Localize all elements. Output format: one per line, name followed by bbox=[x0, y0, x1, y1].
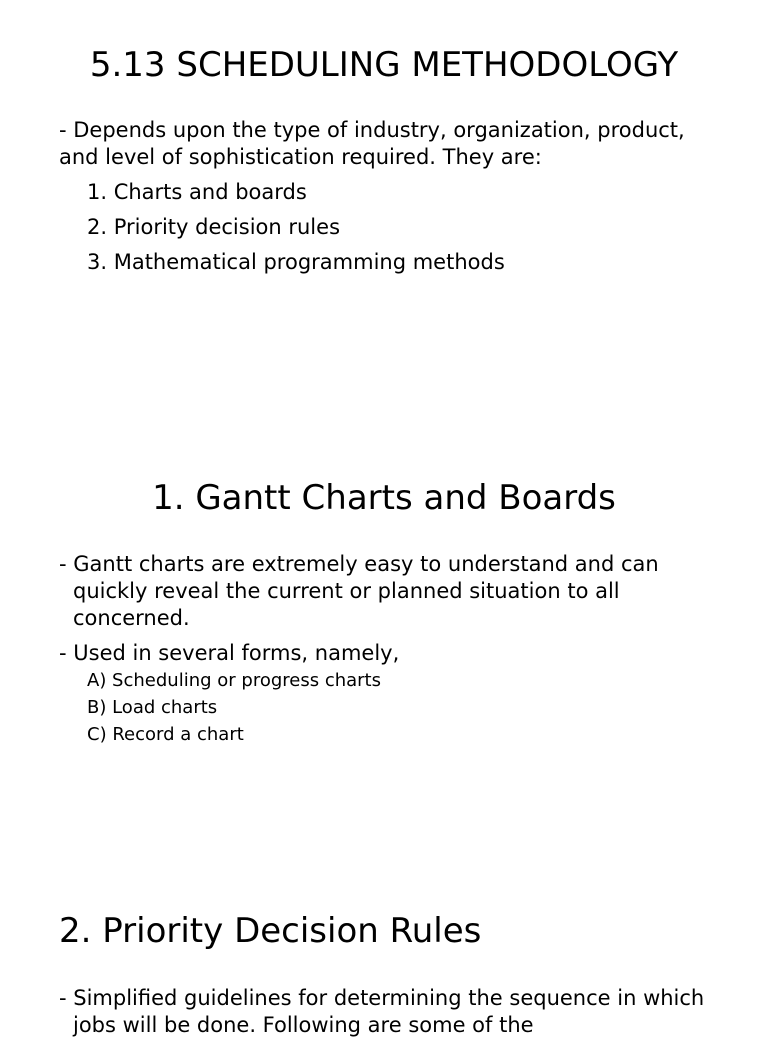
gantt-description: - Gantt charts are extremely easy to understand and can quickly reveal the current or planned situation to all concerned. bbox=[59, 552, 659, 630]
methods-list bbox=[0, 175, 768, 280]
list-item: 3. Mathematical programming methods bbox=[87, 250, 505, 274]
slide-gantt-charts bbox=[0, 478, 768, 748]
slide-title: 1. Gantt Charts and Boards bbox=[152, 478, 616, 518]
slide-title: 5.13 SCHEDULING METHODOLOGY bbox=[89, 45, 679, 85]
rules-description: - Simplified guidelines for determining the sequence in which jobs will be done. Following are some of the bbox=[59, 986, 705, 1037]
list-item: C) Record a chart bbox=[87, 724, 244, 745]
list-item: 2. Priority decision rules bbox=[87, 215, 341, 239]
forms-list bbox=[0, 667, 768, 748]
forms-intro: - Used in several forms, namely, bbox=[59, 641, 400, 665]
list-item: A) Scheduling or progress charts bbox=[87, 670, 381, 691]
slide-scheduling-methodology bbox=[0, 45, 768, 280]
list-item: B) Load charts bbox=[87, 697, 218, 718]
slide-priority-decision-rules bbox=[0, 911, 768, 1039]
slide-title: 2. Priority Decision Rules bbox=[59, 911, 482, 951]
intro-text: - Depends upon the type of industry, organization, product, and level of sophistication required. They are: bbox=[59, 118, 685, 169]
list-item: 1. Charts and boards bbox=[87, 180, 307, 204]
